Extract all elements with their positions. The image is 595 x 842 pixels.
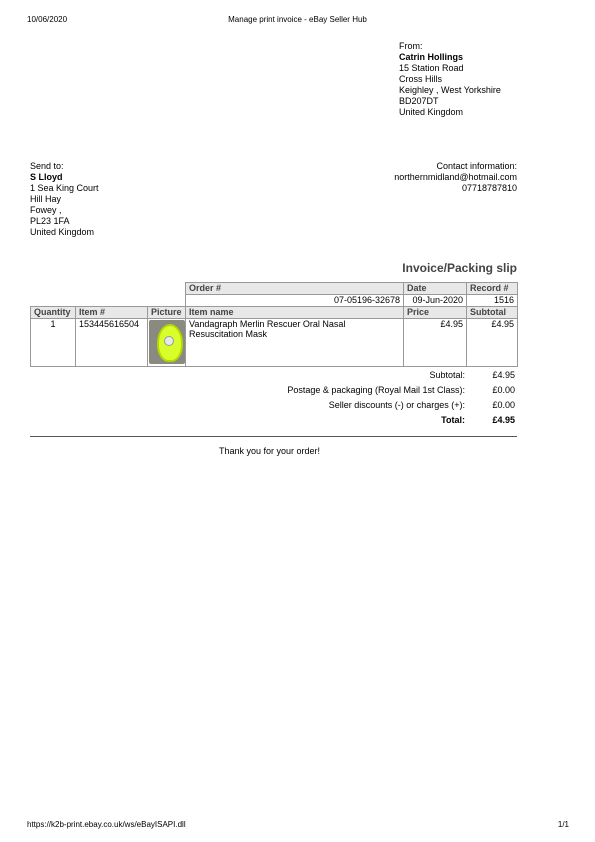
send-to-line: United Kingdom [30, 227, 95, 237]
subtotal-label: Subtotal: [429, 370, 465, 380]
print-title: Manage print invoice - eBay Seller Hub [228, 15, 367, 24]
resuscitation-mask-icon [149, 320, 185, 364]
contact-label: Contact information: [436, 161, 517, 171]
send-to-line: 1 Sea King Court [30, 183, 99, 193]
from-line: Keighley , West Yorkshire [399, 85, 501, 95]
item-name: Vandagraph Merlin Rescuer Oral Nasal Resuscitation Mask [186, 319, 404, 367]
totals-section [30, 370, 517, 430]
print-url: https://k2b-print.ebay.co.uk/ws/eBayISAPI.dll [27, 820, 186, 829]
from-line: BD207DT [399, 96, 439, 106]
from-line: Cross Hills [399, 74, 443, 84]
from-address [399, 41, 501, 118]
order-number-header: Order # [186, 283, 404, 295]
contact-phone: 07718787810 [461, 183, 517, 193]
send-to-line: Hill Hay [30, 194, 62, 204]
send-to-name: S Lloyd [30, 172, 63, 182]
item-quantity: 1 [31, 319, 76, 367]
record-header: Record # [467, 283, 518, 295]
order-number: 07-05196-32678 [186, 295, 404, 307]
picture-header: Picture [148, 307, 186, 319]
quantity-header: Quantity [31, 307, 76, 319]
from-line: 15 Station Road [399, 63, 464, 73]
postage-row [30, 385, 517, 400]
discounts-label: Seller discounts (-) or charges (+): [328, 400, 465, 410]
total-row [30, 415, 517, 430]
item-number: 153445616504 [76, 319, 148, 367]
subtotal-header: Subtotal [467, 307, 518, 319]
total-label: Total: [441, 415, 465, 425]
postage-value: £0.00 [492, 385, 515, 395]
subtotal-value: £4.95 [492, 370, 515, 380]
item-number-header: Item # [76, 307, 148, 319]
thank-you-message: Thank you for your order! [219, 446, 321, 456]
postage-label: Postage & packaging (Royal Mail 1st Class): [287, 385, 465, 395]
contact-information [394, 161, 517, 194]
send-to-label: Send to: [30, 161, 64, 171]
item-price: £4.95 [404, 319, 467, 367]
item-subtotal: £4.95 [467, 319, 518, 367]
from-label: From: [399, 41, 423, 51]
subtotal-row [30, 370, 517, 385]
discounts-value: £0.00 [492, 400, 515, 410]
send-to-line: PL23 1FA [30, 216, 70, 226]
from-line: United Kingdom [399, 107, 464, 117]
totals-divider [30, 436, 517, 437]
item-header-row [31, 307, 518, 319]
order-date: 09-Jun-2020 [404, 295, 467, 307]
order-values-row [31, 295, 518, 307]
send-to-address [30, 161, 99, 238]
total-value: £4.95 [492, 415, 515, 425]
print-page-number: 1/1 [557, 820, 569, 829]
discounts-row [30, 400, 517, 415]
item-name-header: Item name [186, 307, 404, 319]
price-header: Price [404, 307, 467, 319]
invoice-table [30, 282, 518, 367]
contact-email: northernmidland@hotmail.com [394, 172, 517, 182]
item-picture-cell [148, 319, 186, 367]
print-date: 10/06/2020 [27, 15, 68, 24]
table-row [31, 319, 518, 367]
order-header-row [31, 283, 518, 295]
from-name: Catrin Hollings [399, 52, 464, 62]
date-header: Date [404, 283, 467, 295]
record-number: 1516 [467, 295, 518, 307]
send-to-line: Fowey , [30, 205, 62, 215]
invoice-title: Invoice/Packing slip [402, 261, 517, 275]
